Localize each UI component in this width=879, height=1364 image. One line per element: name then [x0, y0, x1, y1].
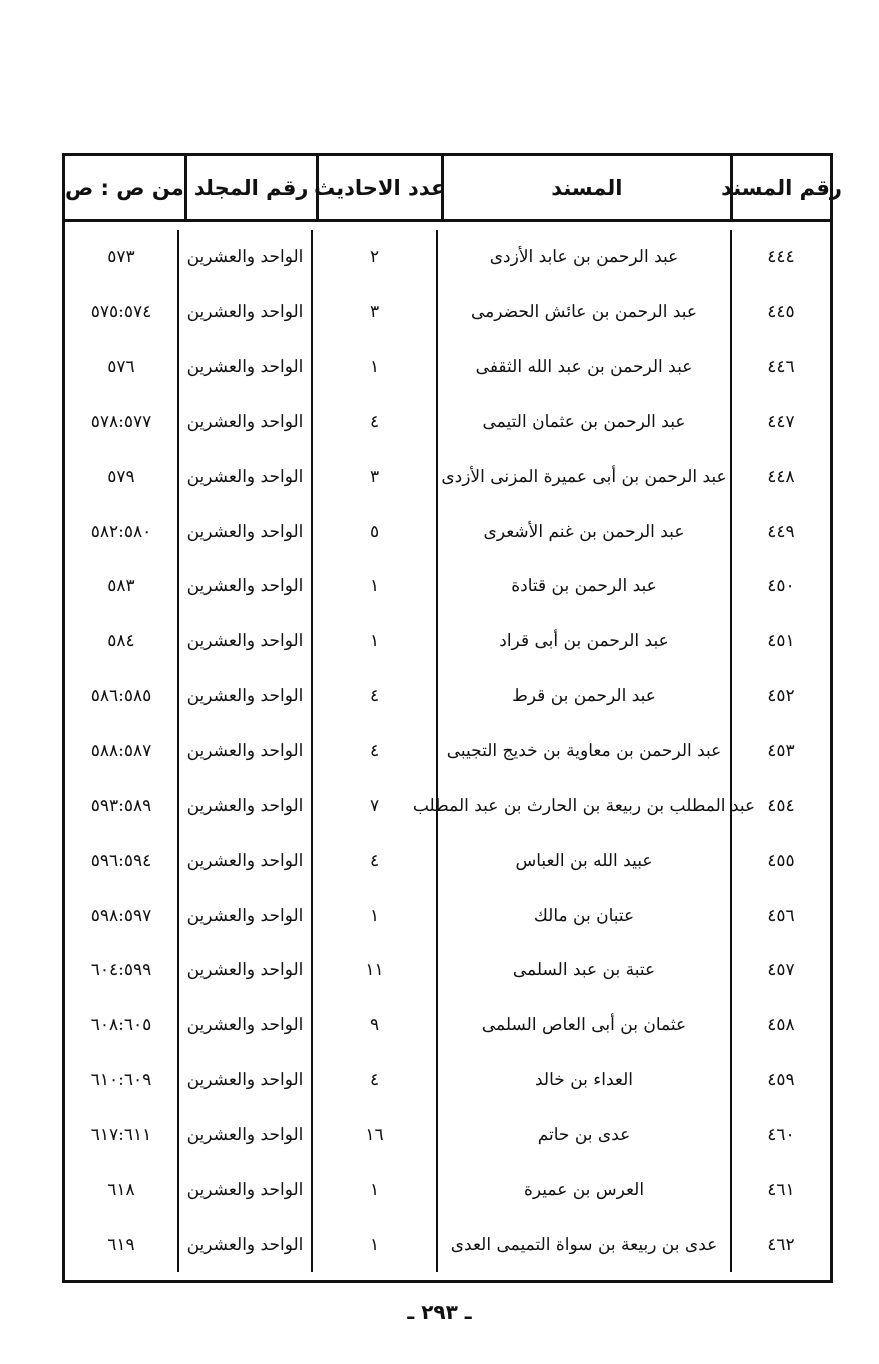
cell-pages: ٦٠٤:٥٩٩ [90, 960, 152, 981]
table-row [65, 1108, 830, 1163]
cell-musnad: عبيد الله بن العباس [436, 833, 730, 888]
cell-volume: الواحد والعشرين [177, 888, 311, 943]
cell-pages: ٦١٧:٦١١ [90, 1124, 152, 1145]
cell-musnad: عتبان بن مالك [436, 888, 730, 943]
cell-pages: ٥٨٤ [107, 631, 135, 652]
cell-number: ٤٤٦ [730, 340, 830, 395]
table-row [65, 1162, 830, 1217]
cell-hadith-count: ١ [311, 1217, 436, 1272]
cell-volume: الواحد والعشرين [177, 1217, 311, 1272]
cell-number: ٤٥٨ [730, 998, 830, 1053]
cell-pages: ٥٨٣ [107, 576, 135, 597]
cell-number: ٤٤٥ [730, 285, 830, 340]
table-row [65, 998, 830, 1053]
cell-volume: الواحد والعشرين [177, 669, 311, 724]
cell-number: ٤٦٢ [730, 1217, 830, 1272]
cell-hadith-count: ١ [311, 888, 436, 943]
cell-pages: ٥٧٦ [107, 357, 135, 378]
cell-musnad: عتبة بن عبد السلمى [436, 943, 730, 998]
cell-pages: ٥٩٦:٥٩٤ [90, 850, 152, 871]
cell-volume: الواحد والعشرين [177, 449, 311, 504]
cell-volume: الواحد والعشرين [177, 340, 311, 395]
cell-number: ٤٥٠ [730, 559, 830, 614]
table-row [65, 504, 830, 559]
cell-pages: ٥٧٥:٥٧٤ [90, 302, 152, 323]
cell-musnad: عبد الرحمن بن عبد الله الثقفى [436, 340, 730, 395]
cell-volume: الواحد والعشرين [177, 559, 311, 614]
cell-musnad: عبد الرحمن بن قتادة [436, 559, 730, 614]
cell-musnad: عبد الرحمن بن عثمان التيمى [436, 395, 730, 450]
cell-volume: الواحد والعشرين [177, 395, 311, 450]
cell-hadith-count: ٤ [311, 395, 436, 450]
cell-musnad: عبد الرحمن بن قرط [436, 669, 730, 724]
cell-hadith-count: ١٦ [311, 1108, 436, 1163]
header-musnad: المسند [441, 156, 730, 219]
cell-number: ٤٤٧ [730, 395, 830, 450]
cell-hadith-count: ٤ [311, 833, 436, 888]
cell-number: ٤٤٨ [730, 449, 830, 504]
cell-volume: الواحد والعشرين [177, 778, 311, 833]
table-row [65, 340, 830, 395]
cell-musnad: عدى بن حاتم [436, 1108, 730, 1163]
cell-number: ٤٥٦ [730, 888, 830, 943]
musnad-index-table [62, 153, 842, 1283]
cell-volume: الواحد والعشرين [177, 230, 311, 285]
table-row [65, 230, 830, 285]
cell-volume: الواحد والعشرين [177, 1162, 311, 1217]
cell-hadith-count: ٥ [311, 504, 436, 559]
cell-musnad: عدى بن ربيعة بن سواة التميمى العدى [436, 1217, 730, 1272]
cell-volume: الواحد والعشرين [177, 504, 311, 559]
cell-hadith-count: ١ [311, 340, 436, 395]
table-row [65, 724, 830, 779]
cell-number: ٤٥٣ [730, 724, 830, 779]
cell-hadith-count: ٤ [311, 724, 436, 779]
cell-musnad: عبد المطلب بن ربيعة بن الحارث بن عبد المطلب [436, 778, 730, 833]
cell-pages: ٥٨٨:٥٨٧ [90, 741, 152, 762]
header-number: رقم المسند [730, 156, 830, 219]
table-row [65, 285, 830, 340]
cell-musnad: عثمان بن أبى العاص السلمى [436, 998, 730, 1053]
header-volume: رقم المجلد [184, 156, 316, 219]
cell-pages: ٥٩٨:٥٩٧ [90, 905, 152, 926]
cell-musnad: عبد الرحمن بن معاوية بن خديج التجيبى [436, 724, 730, 779]
cell-hadith-count: ١ [311, 614, 436, 669]
cell-hadith-count: ١ [311, 559, 436, 614]
cell-number: ٤٦١ [730, 1162, 830, 1217]
cell-volume: الواحد والعشرين [177, 1053, 311, 1108]
cell-musnad: العداء بن خالد [436, 1053, 730, 1108]
cell-volume: الواحد والعشرين [177, 998, 311, 1053]
cell-hadith-count: ٤ [311, 1053, 436, 1108]
cell-number: ٤٥٤ [730, 778, 830, 833]
cell-hadith-count: ٣ [311, 449, 436, 504]
table-row [65, 888, 830, 943]
cell-number: ٤٥٩ [730, 1053, 830, 1108]
cell-musnad: عبد الرحمن بن أبى قراد [436, 614, 730, 669]
cell-pages: ٥٩٣:٥٨٩ [90, 795, 152, 816]
cell-number: ٤٥٢ [730, 669, 830, 724]
table-row [65, 669, 830, 724]
cell-pages: ٦٠٨:٦٠٥ [90, 1015, 152, 1036]
table-row [65, 395, 830, 450]
cell-volume: الواحد والعشرين [177, 833, 311, 888]
table-row [65, 778, 830, 833]
cell-hadith-count: ١١ [311, 943, 436, 998]
page-number: ـ ٢٩٣ ـ [407, 1300, 472, 1324]
cell-hadith-count: ٣ [311, 285, 436, 340]
cell-number: ٤٥٥ [730, 833, 830, 888]
cell-volume: الواحد والعشرين [177, 724, 311, 779]
cell-volume: الواحد والعشرين [177, 943, 311, 998]
cell-hadith-count: ٢ [311, 230, 436, 285]
header-pages: من ص : ص [65, 175, 184, 200]
cell-number: ٤٥٧ [730, 943, 830, 998]
cell-pages: ٥٧٩ [107, 466, 135, 487]
cell-musnad: العرس بن عميرة [436, 1162, 730, 1217]
cell-musnad: عبد الرحمن بن أبى عميرة المزنى الأزدى [436, 449, 730, 504]
cell-pages: ٥٧٣ [107, 247, 135, 268]
cell-pages: ٦١٩ [107, 1234, 135, 1255]
cell-pages: ٦١٠:٦٠٩ [90, 1070, 152, 1091]
cell-number: ٤٤٤ [730, 230, 830, 285]
cell-pages: ٥٨٢:٥٨٠ [90, 521, 152, 542]
cell-number: ٤٤٩ [730, 504, 830, 559]
table-row [65, 449, 830, 504]
cell-musnad: عبد الرحمن بن عابد الأزدى [436, 230, 730, 285]
cell-hadith-count: ٧ [311, 778, 436, 833]
cell-number: ٤٥١ [730, 614, 830, 669]
cell-hadith-count: ٤ [311, 669, 436, 724]
cell-pages: ٥٧٨:٥٧٧ [90, 411, 152, 432]
cell-musnad: عبد الرحمن بن غنم الأشعرى [436, 504, 730, 559]
cell-volume: الواحد والعشرين [177, 614, 311, 669]
cell-pages: ٦١٨ [107, 1179, 135, 1200]
cell-pages: ٥٨٦:٥٨٥ [90, 686, 152, 707]
table-row [65, 833, 830, 888]
table-row [65, 1217, 830, 1272]
table-row [65, 943, 830, 998]
table-row [65, 1053, 830, 1108]
cell-musnad: عبد الرحمن بن عائش الحضرمى [436, 285, 730, 340]
cell-volume: الواحد والعشرين [177, 1108, 311, 1163]
table-body [65, 222, 830, 1280]
table-header-row [65, 156, 842, 222]
table-row [65, 614, 830, 669]
cell-volume: الواحد والعشرين [177, 285, 311, 340]
cell-number: ٤٦٠ [730, 1108, 830, 1163]
table-row [65, 559, 830, 614]
cell-hadith-count: ١ [311, 1162, 436, 1217]
header-hadith-count: عدد الاحاديث [316, 156, 441, 219]
cell-hadith-count: ٩ [311, 998, 436, 1053]
